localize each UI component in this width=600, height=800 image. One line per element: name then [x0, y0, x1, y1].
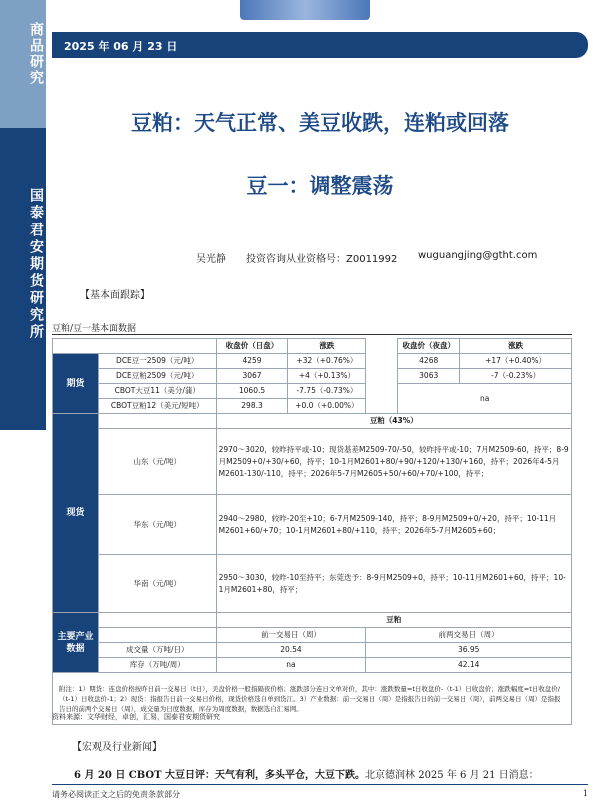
futures-category: 期货 [53, 354, 99, 414]
spot-region: 华南（元/吨） [98, 555, 216, 613]
col-night-change: 涨跌 [460, 339, 572, 354]
table-notes: 附注：1）期货：连盘价格按昨日前一交易日（t日），美盘价格一般指隔夜价格；涨跌部分连日文单对价，其中：涨跌数量=t日收盘价-（t-1）日收盘价；涨跌幅度=t日收盘价/（t-1）日收盘价-1；2）现货：指报告日前一交易日价格，现货价格选自单到货江。3）产业数据：前一交易日（周）是指报告日的前一交易日（周），前两交易日（周）是指报告日的前两个交易日（周），成交量为日度数据，库存为周度数据，数据选自汇易网。 [53, 673, 572, 725]
report-date: 2025 年 06 月 23 日 [64, 40, 178, 53]
banner-logo [240, 0, 370, 20]
spot-product: 豆粕（43%） [216, 414, 571, 429]
futures-night: 3063 [398, 369, 460, 384]
table-top-rule [52, 334, 572, 335]
section-basic: 【基本面跟踪】 [80, 290, 150, 301]
data-source: 资料来源：文华财经，卓创，汇易，国泰君安期货研究 [52, 713, 220, 721]
futures-night-na: na [398, 384, 572, 414]
table-row [53, 369, 572, 384]
futures-change2: -7（-0.23%） [460, 369, 572, 384]
footer-disclaimer: 请务必阅读正文之后的免责条款部分 [52, 790, 180, 799]
page-footer [52, 784, 588, 800]
report-subtitle: 豆一：调整震荡 [246, 173, 394, 198]
industry-name: 成交量（万吨/日） [98, 643, 216, 658]
futures-name: CBOT豆粕12（美元/短吨） [98, 399, 216, 414]
col-day-close: 收盘价（日盘） [216, 339, 288, 354]
futures-day: 3067 [216, 369, 288, 384]
news-lead-rest: 北京德润林 2025 年 6 月 21 日消息： [365, 770, 539, 781]
news-lead-headline: 6 月 20 日 CBOT 大豆日评：天气有利，多头平仓，大豆下跌。 [74, 770, 366, 781]
sidebar-company-panel [0, 128, 46, 430]
futures-day: 1060.5 [216, 384, 288, 399]
table-row [53, 495, 572, 555]
spot-header-row [53, 414, 572, 429]
col-night-close: 收盘价（夜盘） [398, 339, 460, 354]
futures-change: +0.0（+0.00%） [288, 399, 366, 414]
futures-name: DCE豆一2509（元/吨） [98, 354, 216, 369]
page-number: 1 [582, 789, 588, 798]
header-banner [52, 0, 600, 20]
fundamentals-table [52, 338, 572, 725]
industry-value: na [216, 658, 366, 673]
industry-value: 36.95 [366, 643, 572, 658]
table-row [53, 643, 572, 658]
industry-value: 20.54 [216, 643, 366, 658]
industry-prev2: 前两交易日（周） [366, 628, 572, 643]
spot-quote: 2940～2980，较昨-20至+10；6-7月M2509-140，持平；8-9月M2509+0/+20，持平；10-11月M2601+60/+70；10-1月M2601+80/+110，持平；2026年5-7月M2605+60； [216, 495, 571, 555]
spot-region: 华东（元/吨） [98, 495, 216, 555]
futures-night: 4268 [398, 354, 460, 369]
spot-quote: 2950～3030，较昨-10至持平；东莞迭予：8-9月M2509+0，持平；10-11月M2601+60，持平；10-1月M2601+80，持平； [216, 555, 571, 613]
table-row [53, 658, 572, 673]
futures-change2: +17（+0.40%） [460, 354, 572, 369]
industry-product: 豆粕 [216, 613, 571, 628]
table-row [53, 429, 572, 495]
author-license: 投资咨询从业资格号：Z0011992 [246, 254, 398, 265]
sidebar-company: 国泰君安期货研究所 [28, 188, 44, 341]
section-macro: 【宏观及行业新闻】 [72, 742, 162, 753]
industry-name: 库存（万吨/周） [98, 658, 216, 673]
futures-day: 4259 [216, 354, 288, 369]
report-title: 豆粕：天气正常、美豆收跌，连粕或回落 [131, 110, 509, 135]
industry-header-row [53, 613, 572, 628]
table-row [53, 555, 572, 613]
industry-subheader-row [53, 628, 572, 643]
spot-region: 山东（元/吨） [98, 429, 216, 495]
author-name: 吴光静 [196, 254, 226, 265]
table-row [53, 354, 572, 369]
col-day-change: 涨跌 [288, 339, 366, 354]
table-header-row [53, 339, 572, 354]
table-row [53, 384, 572, 399]
futures-day: 298.3 [216, 399, 288, 414]
sidebar-category: 商品研究 [28, 22, 44, 86]
news-lead [74, 766, 539, 781]
industry-value: 42.14 [366, 658, 572, 673]
futures-change: +4（+0.13%） [288, 369, 366, 384]
futures-change: -7.75（-0.73%） [288, 384, 366, 399]
author-email[interactable]: wuguangjing@gtht.com [418, 250, 538, 261]
industry-category: 主要产业数据 [53, 613, 99, 673]
sidebar-category-panel [0, 0, 46, 128]
futures-name: CBOT大豆11（美分/蒲） [98, 384, 216, 399]
industry-prev: 前一交易日（周） [216, 628, 366, 643]
spot-quote: 2970～3020，较昨持平或-10；现货基差M2509-70/-50，较昨持平或-10；7月M2509-60，持平；8-9月M2509+0/+30/+60，持平；10-1月M2601+80/+90/+120/+130/+160，持平；2026年4-5月M2601-130/-110，持平；2026年5-7月M2605+50/+60/+70/+100，持平； [216, 429, 571, 495]
table-caption: 豆粕/豆一基本面数据 [52, 324, 137, 334]
futures-name: DCE豆粕2509（元/吨） [98, 369, 216, 384]
date-bar [52, 32, 588, 58]
spot-category: 现货 [53, 414, 99, 613]
futures-change: +32（+0.76%） [288, 354, 366, 369]
